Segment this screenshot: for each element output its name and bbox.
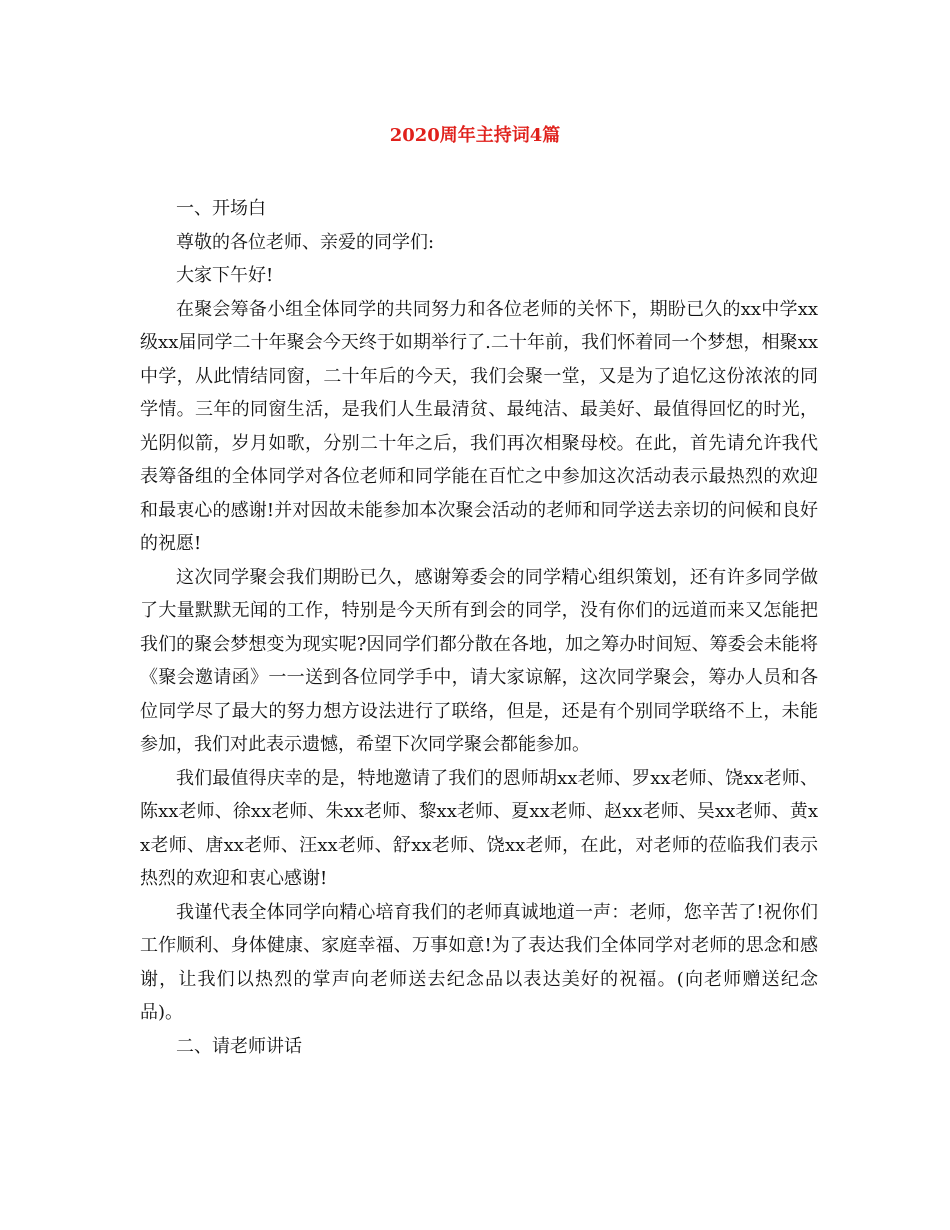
document-title: 2020周年主持词4篇 bbox=[389, 125, 561, 146]
document-body bbox=[140, 192, 818, 1063]
body-paragraph: 在聚会筹备小组全体同学的共同努力和各位老师的关怀下，期盼已久的xx中学xx级xx届同学二十年聚会今天终于如期举行了.二十年前，我们怀着同一个梦想，相聚xx中学，从此情结同窗，二十年后的今天，我们会聚一堂，又是为了追忆这份浓浓的同学情。三年的同窗生活，是我们人生最清贫、最纯洁、最美好、最值得回忆的时光，光阴似箭，岁月如歌，分别二十年之后，我们再次相聚母校。在此，首先请允许我代表筹备组的全体同学对各位老师和同学能在百忙之中参加这次活动表示最热烈的欢迎和最衷心的感谢!并对因故未能参加本次聚会活动的老师和同学送去亲切的问候和良好的祝愿! bbox=[140, 298, 818, 554]
body-paragraph: 这次同学聚会我们期盼已久，感谢筹委会的同学精心组织策划，还有许多同学做了大量默默无闻的工作，特别是今天所有到会的同学，没有你们的远道而来又怎能把我们的聚会梦想变为现实呢?因同学们都分散在各地，加之筹办时间短、筹委会未能将《聚会邀请函》一一送到各位同学手中，请大家谅解，这次同学聚会，筹办人员和各位同学尽了最大的努力想方设法进行了联络，但是，还是有个别同学联络不上，未能参加，我们对此表示遗憾，希望下次同学聚会都能参加。 bbox=[140, 566, 818, 755]
body-paragraph: 我谨代表全体同学向精心培育我们的老师真诚地道一声：老师，您辛苦了!祝你们工作顺利、身体健康、家庭幸福、万事如意!为了表达我们全体同学对老师的思念和感谢，让我们以热烈的掌声向老师送去纪念品以表达美好的祝福。(向老师赠送纪念品)。 bbox=[140, 901, 818, 1023]
salutation: 尊敬的各位老师、亲爱的同学们: bbox=[176, 231, 435, 253]
section-heading-teacher-speech: 二、请老师讲话 bbox=[176, 1035, 302, 1057]
greeting: 大家下午好! bbox=[176, 265, 274, 286]
body-paragraph: 我们最值得庆幸的是，特地邀请了我们的恩师胡xx老师、罗xx老师、饶xx老师、陈xx老师、徐xx老师、朱xx老师、黎xx老师、夏xx老师、赵xx老师、吴xx老师、黄xx老师、唐xx老师、汪xx老师、舒xx老师、饶xx老师，在此，对老师的莅临我们表示热烈的欢迎和衷心感谢! bbox=[140, 767, 818, 889]
section-heading-opening: 一、开场白 bbox=[176, 198, 266, 219]
